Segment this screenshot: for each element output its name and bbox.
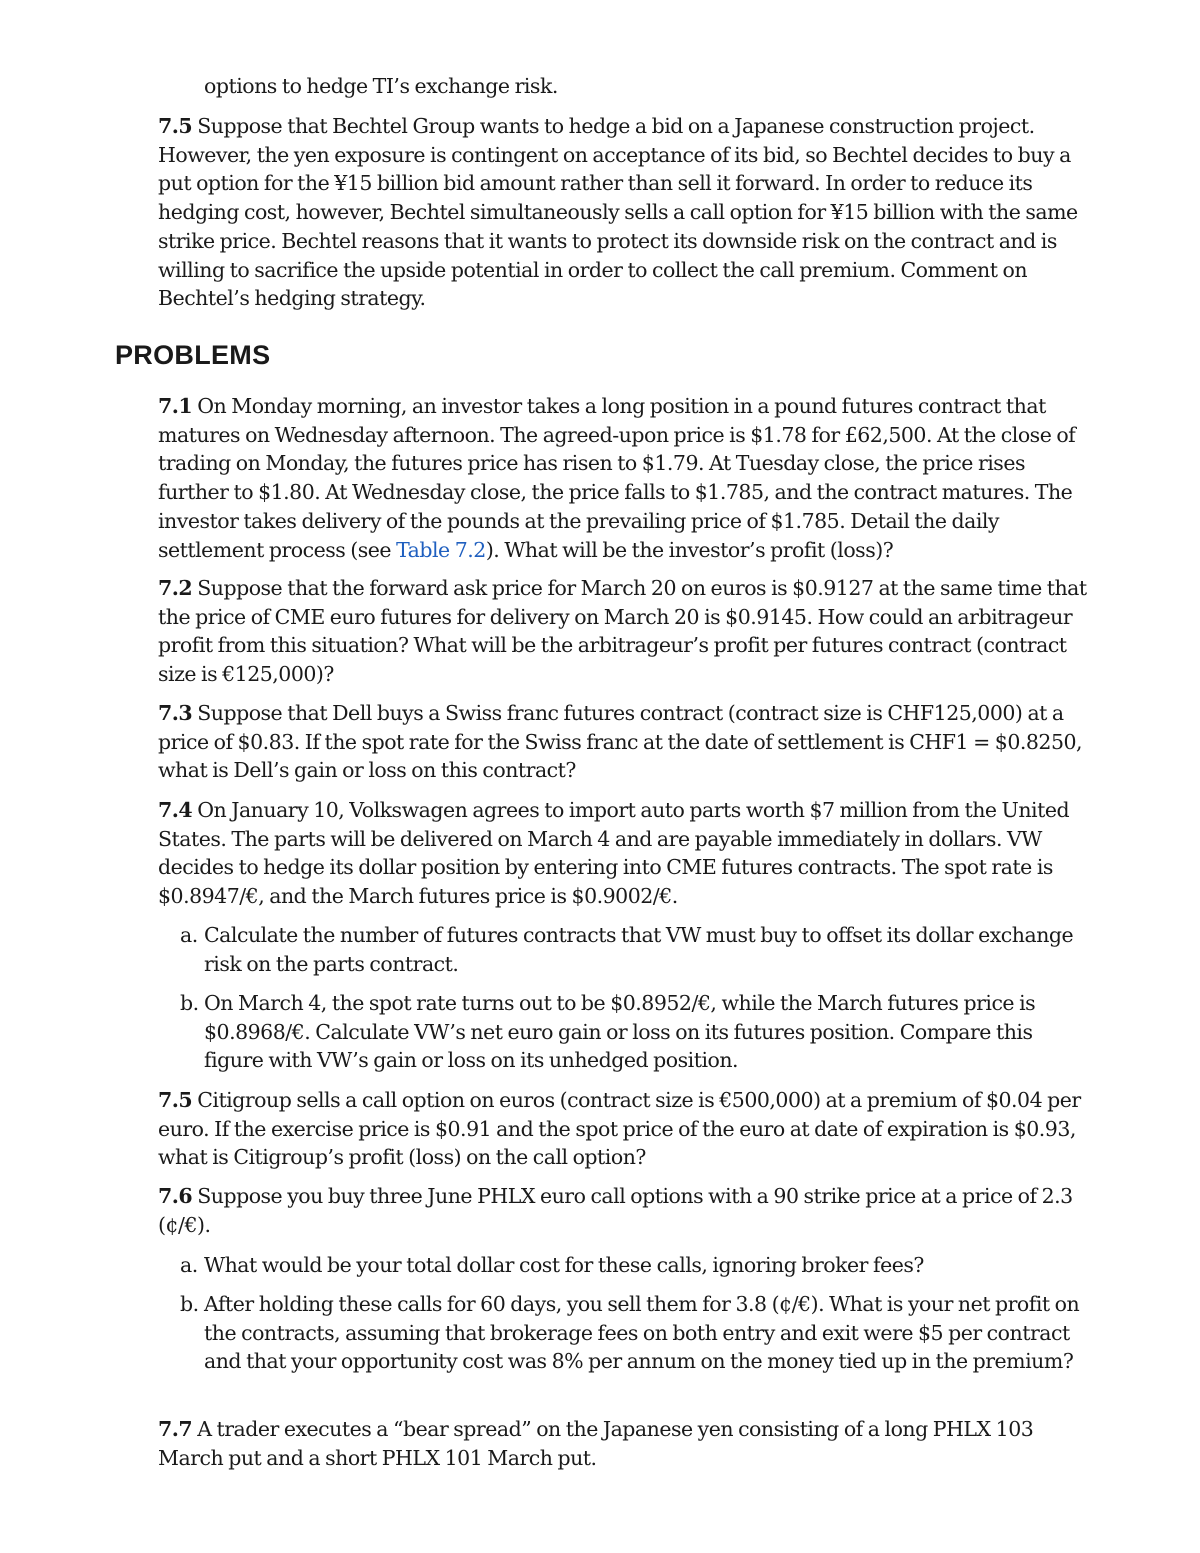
part-text: What would be your total dollar cost for these calls, ignoring broker fees? bbox=[204, 1253, 924, 1277]
problem-7-4-part-b bbox=[180, 989, 1085, 1075]
problem-text: On Monday morning, an investor takes a long position in a pound futures contract that matures on Wednesday afternoon. The agreed-upon price is $1.78 for £62,500. At the close of trading on Monday, the futures price has risen to $1.79. At Tuesday close, the price rises further to $1.80. At Wednesday close, the price falls to $1.785, and the contract matures. The investor takes delivery of the pounds at the prevailing price of $1.785. Detail the daily settlement process (see bbox=[158, 394, 1076, 562]
problem-7-4-part-a bbox=[180, 921, 1085, 978]
part-label: b. bbox=[180, 991, 199, 1015]
part-label: b. bbox=[180, 1292, 199, 1316]
question-text: Suppose that Bechtel Group wants to hedge a bid on a Japanese construction project. However, the yen exposure is contingent on acceptance of its bid, so Bechtel decides to buy a put option for the ¥15 billion bid amount rather than sell it forward. In order to reduce its hedging cost, however, Bechtel simultaneously sells a call option for ¥15 billion with the same strike price. Bechtel reasons that it wants to protect its downside risk on the contract and is willing to sacrifice the upside potential in order to collect the call premium. Comment on Bechtel’s hedging strategy. bbox=[158, 114, 1078, 311]
problem-text: On January 10, Volkswagen agrees to import auto parts worth $7 million from the United States. The parts will be delivered on March 4 and are payable immediately in dollars. VW decides to hedge its dollar position by entering into CME futures contracts. The spot rate is $0.8947/€, and the March futures price is $0.9002/€. bbox=[158, 798, 1070, 909]
problem-text: Citigroup sells a call option on euros (contract size is €500,000) at a premium of $0.04 per euro. If the exercise price is $0.91 and the spot price of the euro at date of expiration is $0.93, what is Citigroup’s profit (loss) on the call option? bbox=[158, 1088, 1081, 1170]
problem-7-6-part-a bbox=[180, 1251, 1085, 1280]
part-text: After holding these calls for 60 days, you sell them for 3.8 (¢/€). What is your net profit on the contracts, assuming that brokerage fees on both entry and exit were $5 per contract and that your opportunity cost was 8% per annum on the money tied up in the premium? bbox=[204, 1292, 1080, 1374]
continuation-text: options to hedge TI’s exchange risk. bbox=[204, 74, 558, 98]
problem-7-1 bbox=[158, 392, 1093, 564]
part-text: On March 4, the spot rate turns out to be $0.8952/€, while the March futures price is $0.8968/€. Calculate VW’s net euro gain or loss on its futures position. Compare this figure with VW’s gain or loss on its unhedged position. bbox=[204, 991, 1036, 1073]
problem-number: 7.1 bbox=[158, 394, 193, 418]
question-number: 7.5 bbox=[158, 114, 193, 138]
problem-7-7 bbox=[158, 1415, 1093, 1472]
problem-number: 7.6 bbox=[158, 1184, 193, 1208]
problem-text-after-link: ). What will be the investor’s profit (loss)? bbox=[485, 537, 894, 562]
problem-text: Suppose that Dell buys a Swiss franc futures contract (contract size is CHF125,000) at a price of $0.83. If the spot rate for the Swiss franc at the date of settlement is CHF1 = $0.8250, what is Dell’s gain or loss on this contract? bbox=[158, 701, 1083, 783]
problem-7-6-part-b bbox=[180, 1290, 1085, 1376]
problem-7-4 bbox=[158, 796, 1093, 911]
question-7-5 bbox=[158, 112, 1093, 313]
problem-7-3 bbox=[158, 699, 1093, 785]
part-label: a. bbox=[180, 923, 198, 947]
problem-number: 7.3 bbox=[158, 701, 193, 725]
part-text: Calculate the number of futures contracts that VW must buy to offset its dollar exchange risk on the parts contract. bbox=[204, 923, 1074, 976]
part-label: a. bbox=[180, 1253, 198, 1277]
problem-7-5 bbox=[158, 1086, 1093, 1172]
problem-7-2 bbox=[158, 574, 1093, 689]
problem-number: 7.5 bbox=[158, 1088, 193, 1112]
problem-7-6 bbox=[158, 1182, 1093, 1239]
problem-text: Suppose that the forward ask price for March 20 on euros is $0.9127 at the same time that the price of CME euro futures for delivery on March 20 is $0.9145. How could an arbitrageur profit from this situation? What will be the arbitrageur’s profit per futures contract (contract size is €125,000)? bbox=[158, 576, 1087, 687]
problem-number: 7.2 bbox=[158, 576, 193, 600]
problem-number: 7.4 bbox=[158, 798, 193, 822]
problem-text: A trader executes a “bear spread” on the Japanese yen consisting of a long PHLX 103 March put and a short PHLX 101 March put. bbox=[158, 1417, 1034, 1470]
problem-number: 7.7 bbox=[158, 1417, 193, 1441]
problem-text: Suppose you buy three June PHLX euro call options with a 90 strike price at a price of 2.3 (¢/€). bbox=[158, 1184, 1073, 1237]
section-heading: PROBLEMS bbox=[115, 340, 271, 370]
table-7-2-link[interactable]: Table 7.2 bbox=[396, 537, 486, 562]
